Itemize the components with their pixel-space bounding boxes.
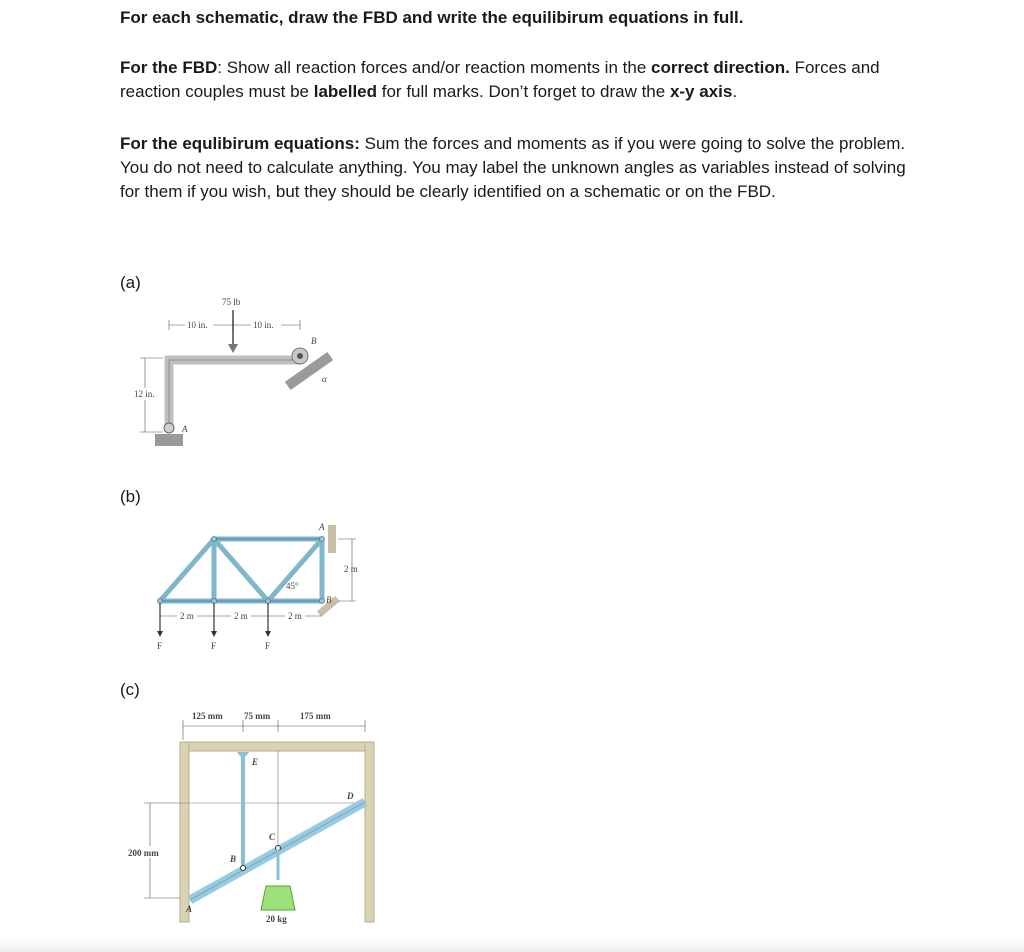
fbd-bold-3: x-y axis xyxy=(669,82,733,101)
figure-a-label: (a) xyxy=(120,273,141,292)
point-b-label: B xyxy=(311,336,317,346)
point-c-label: C xyxy=(269,832,276,842)
dim-1-label: 125 mm xyxy=(192,711,223,721)
point-a-label: A xyxy=(319,522,325,532)
fbd-bold-1: correct direction. xyxy=(651,58,790,77)
figure-c-label: (c) xyxy=(120,680,140,699)
load-arrow xyxy=(228,344,238,353)
dim-height-label: 12 in. xyxy=(134,389,155,399)
dim-left-label: 10 in. xyxy=(187,320,208,330)
force-2-label: F xyxy=(211,641,217,651)
fbd-text-2: Forces and reaction couples must be xyxy=(120,58,880,101)
point-e-label: E xyxy=(252,757,259,767)
force-1-label: F xyxy=(157,641,163,651)
point-d-label: D xyxy=(347,791,354,801)
page-bottom-edge xyxy=(0,938,1024,952)
load-label: 75 lb xyxy=(222,297,241,307)
page-heading: For each schematic, draw the FBD and write the equilibirum equations in full. xyxy=(120,8,744,27)
figure-b-diagram xyxy=(140,515,380,655)
point-a-label: A xyxy=(182,424,188,434)
point-a-label: A xyxy=(186,904,193,914)
fbd-lead: For the FBD xyxy=(120,58,218,77)
frame-right xyxy=(365,742,374,922)
truss-members xyxy=(160,539,322,601)
wall-support-a xyxy=(328,525,336,553)
angle-label: 45° xyxy=(286,581,299,591)
bent-bar xyxy=(169,360,300,432)
figure-c-diagram xyxy=(120,700,380,930)
point-b-label: B xyxy=(326,595,332,605)
dim-2-label: 2 m xyxy=(234,611,248,621)
figure-a-diagram xyxy=(125,292,365,457)
fbd-bold-2: labelled xyxy=(313,82,378,101)
dim-3-label: 175 mm xyxy=(300,711,331,721)
dim-2-label: 75 mm xyxy=(244,711,271,721)
figure-b-label: (b) xyxy=(120,487,141,506)
dim-height-label: 2 m xyxy=(344,564,358,574)
equilibrium-instructions xyxy=(120,132,920,204)
frame-top xyxy=(180,742,374,751)
dim-height-label: 200 mm xyxy=(128,848,159,858)
pin-a xyxy=(164,423,174,433)
eq-lead: For the equlibirum equations: xyxy=(120,134,360,153)
force-3-label: F xyxy=(265,641,271,651)
mass-block xyxy=(261,886,295,910)
mass-label: 20 kg xyxy=(266,914,287,924)
dim-1-label: 2 m xyxy=(180,611,194,621)
force-arrows xyxy=(160,603,268,633)
dim-3-label: 2 m xyxy=(288,611,302,621)
frame-left xyxy=(180,742,189,922)
angle-alpha-label: α xyxy=(322,374,327,384)
fbd-text-1: : Show all reaction forces and/or reaction moments in the xyxy=(217,58,651,77)
eq-text: Sum the forces and moments as if you were going to solve the problem. You do not need to calculate anything. You may label the unknown angles as variables instead of solving for them if you wish, but they should be clearly identified on a schematic or on the FBD. xyxy=(120,134,906,201)
fbd-instructions xyxy=(120,56,920,104)
point-b-label: B xyxy=(230,854,237,864)
ground-support-a xyxy=(155,434,183,446)
fbd-text-3: for full marks. Don’t forget to draw the xyxy=(377,82,670,101)
dim-right-label: 10 in. xyxy=(253,320,274,330)
fbd-text-4: . xyxy=(732,82,738,101)
